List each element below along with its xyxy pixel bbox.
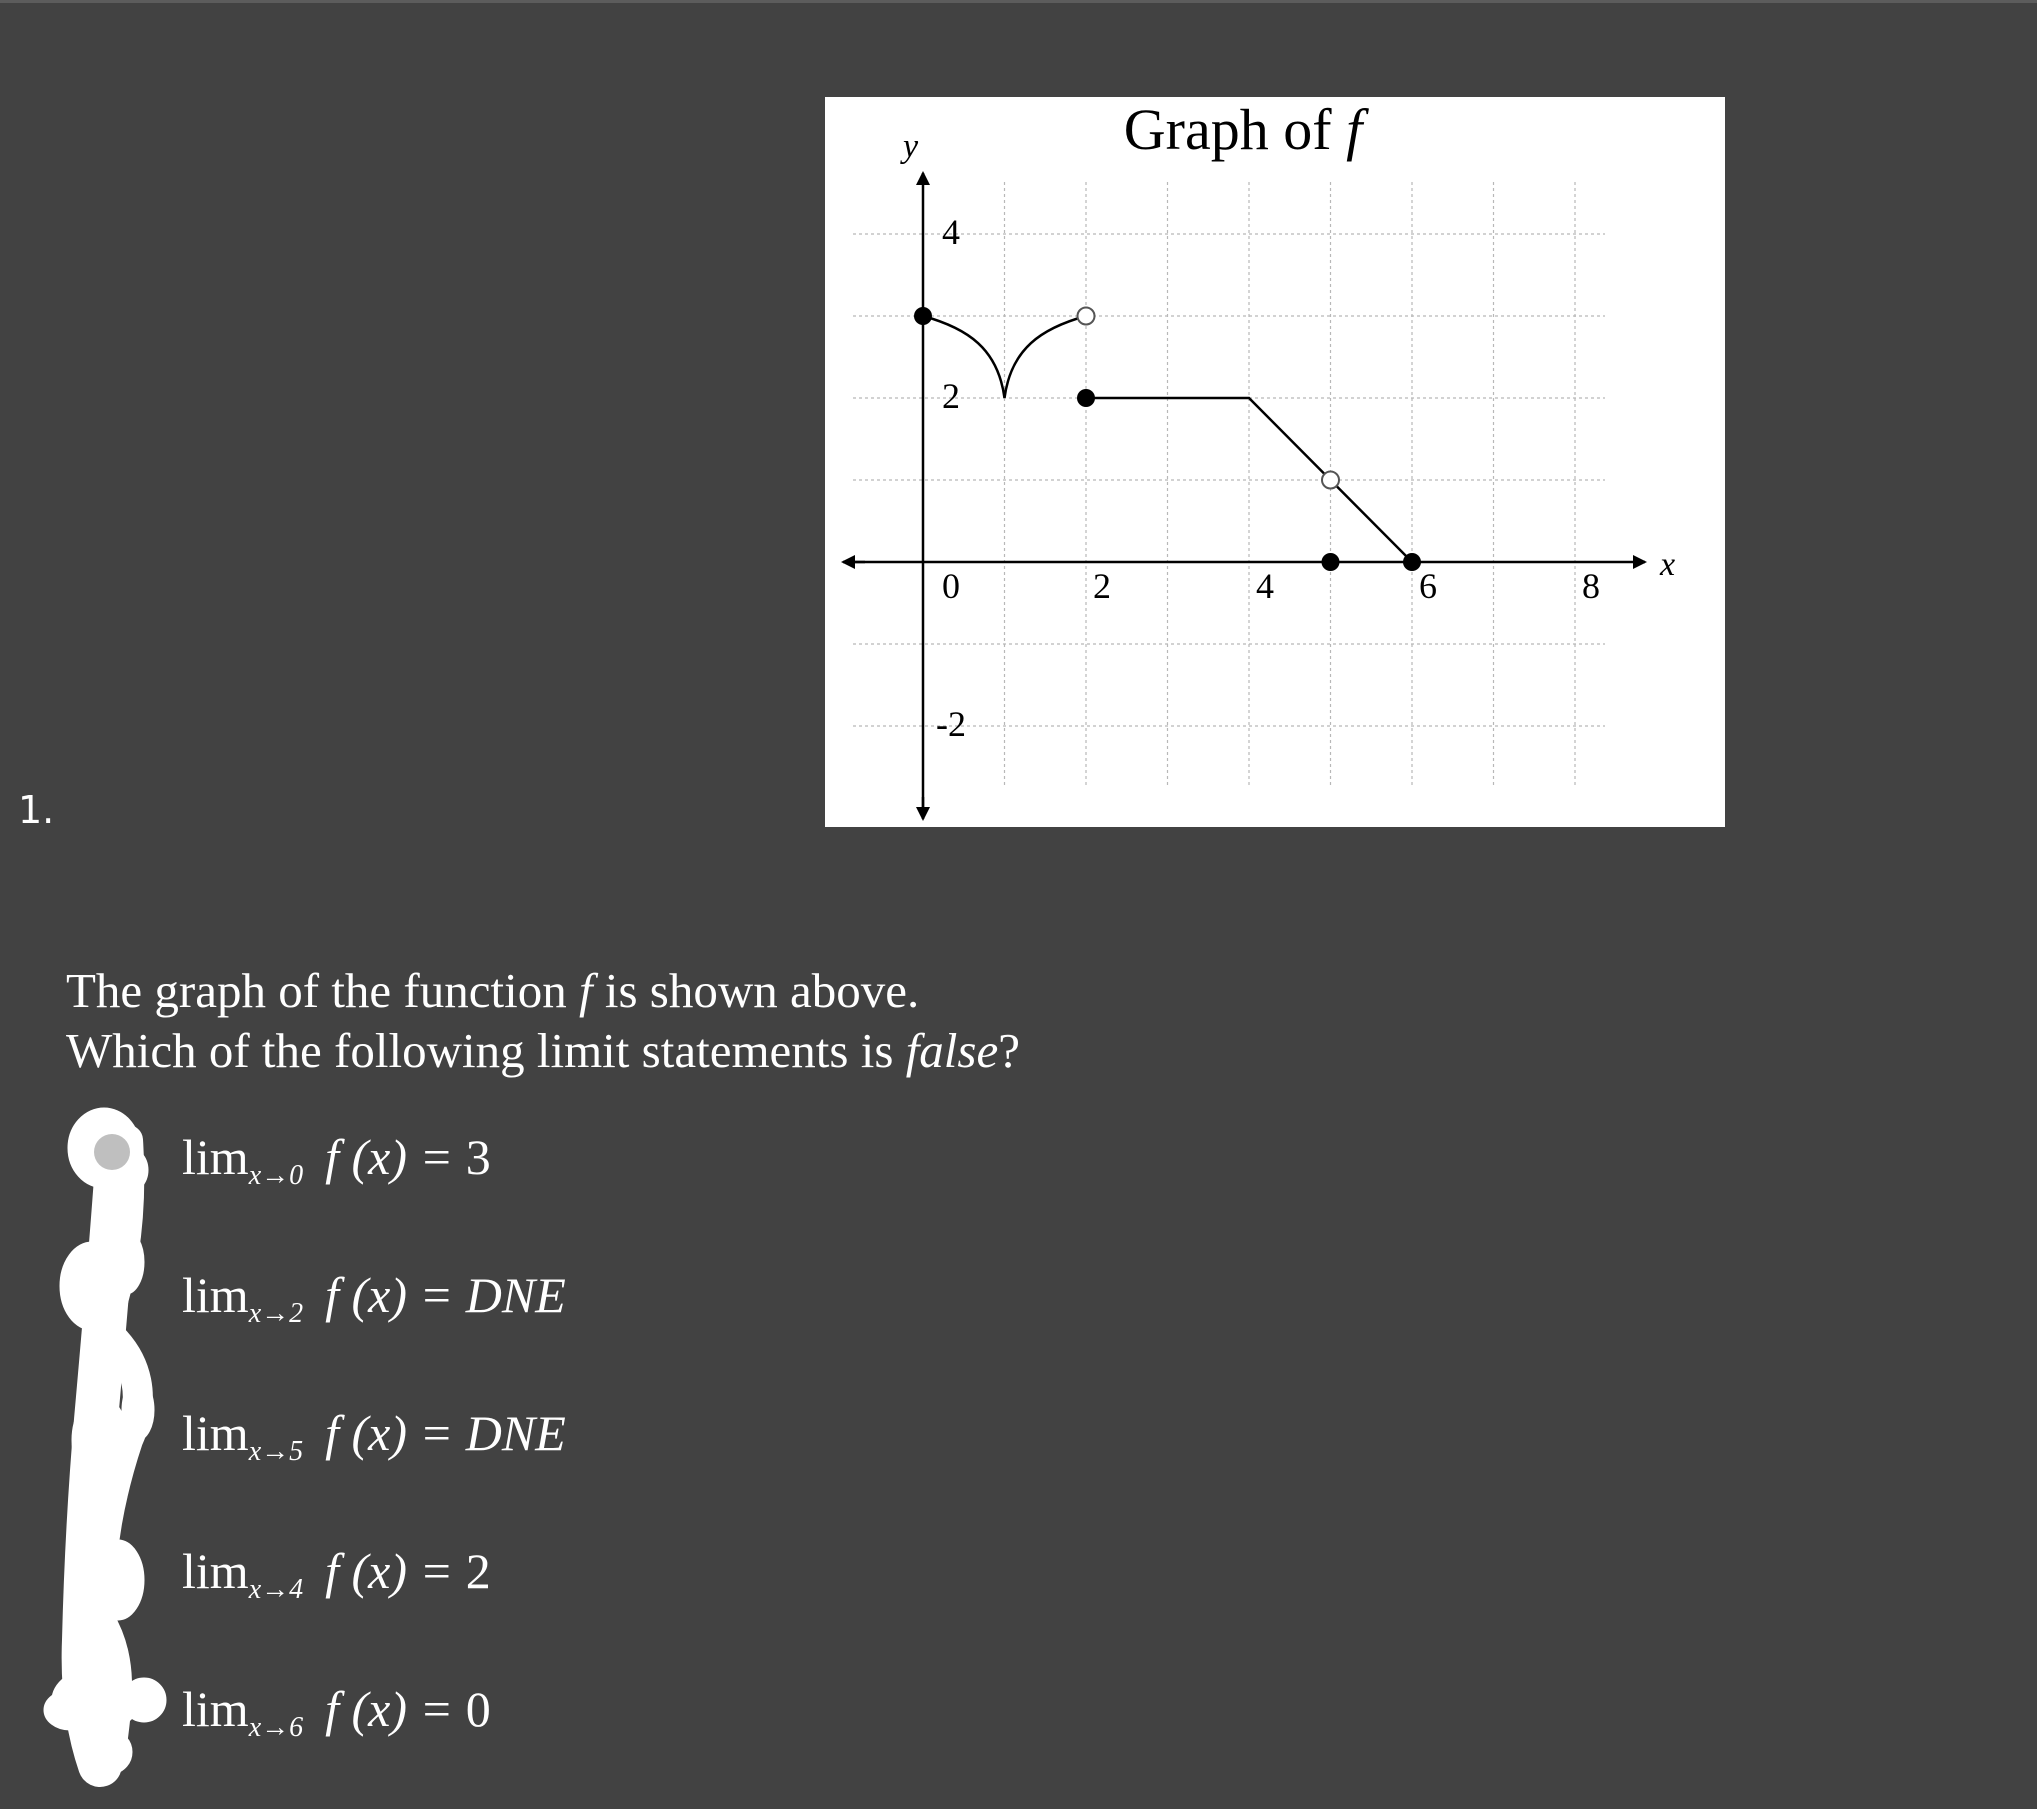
y-tick-label: -2 xyxy=(936,704,966,744)
closed-point xyxy=(1322,553,1340,571)
limit-operator: lim xyxy=(182,1267,249,1323)
limit-expression: f (x) = xyxy=(325,1267,466,1323)
top-divider xyxy=(0,0,2037,3)
limit-operator: lim xyxy=(182,1543,249,1599)
answer-choice[interactable] xyxy=(182,1128,491,1192)
grid-lines xyxy=(853,182,1605,787)
graph-of-f xyxy=(825,97,1725,827)
question-prompt xyxy=(66,961,1020,1081)
x-tick-label: 4 xyxy=(1256,566,1274,606)
limit-subscript: x→0 xyxy=(248,1160,304,1191)
question-number: 1. xyxy=(18,788,55,832)
limit-expression: f (x) = xyxy=(325,1405,466,1461)
limit-value: 0 xyxy=(465,1681,491,1737)
limit-value: 2 xyxy=(465,1543,491,1599)
y-axis-label: y xyxy=(903,128,919,165)
closed-point xyxy=(1077,389,1095,407)
prompt-line-2 xyxy=(66,1021,1020,1081)
prompt-line-1 xyxy=(66,961,1020,1021)
closed-point xyxy=(914,307,932,325)
answer-choice[interactable] xyxy=(182,1542,491,1606)
x-tick-label: 8 xyxy=(1582,566,1600,606)
limit-value: 3 xyxy=(465,1129,491,1185)
graph-title-text: Graph of xyxy=(1123,97,1347,162)
graph-title xyxy=(1124,97,1369,162)
graph-title-function: f xyxy=(1346,97,1363,162)
limit-value: DNE xyxy=(465,1405,566,1461)
limit-value: DNE xyxy=(465,1267,566,1323)
prompt-emphasis-false: false xyxy=(905,1023,999,1078)
limit-subscript: x→5 xyxy=(248,1436,304,1467)
limit-operator: lim xyxy=(182,1405,249,1461)
limit-expression: f (x) = xyxy=(325,1129,466,1185)
prompt-line-1-suffix: is shown above. xyxy=(592,963,920,1018)
open-point xyxy=(1078,308,1095,325)
white-scribble-overlay xyxy=(0,0,200,1809)
limit-operator: lim xyxy=(182,1681,249,1737)
x-axis-label: x xyxy=(1660,546,1676,583)
x-tick-label: 2 xyxy=(1093,566,1111,606)
graph-figure xyxy=(825,97,1725,827)
x-tick-label: 0 xyxy=(942,566,960,606)
prompt-line-2-suffix: ? xyxy=(998,1023,1020,1078)
answer-choice[interactable] xyxy=(182,1266,566,1330)
prompt-line-1-prefix: The graph of the function xyxy=(66,963,579,1018)
limit-subscript: x→2 xyxy=(248,1298,304,1329)
limit-expression: f (x) = xyxy=(325,1543,466,1599)
answer-choice[interactable] xyxy=(182,1404,566,1468)
limit-expression: f (x) = xyxy=(325,1681,466,1737)
y-tick-label: 4 xyxy=(942,212,960,252)
prompt-line-2-prefix: Which of the following limit statements is xyxy=(66,1023,906,1078)
limit-subscript: x→6 xyxy=(248,1712,304,1743)
y-tick-label: 2 xyxy=(942,376,960,416)
answer-choice[interactable] xyxy=(182,1680,491,1744)
open-point xyxy=(1322,472,1339,489)
limit-subscript: x→4 xyxy=(248,1574,304,1605)
prompt-function-name: f xyxy=(578,963,593,1018)
limit-operator: lim xyxy=(182,1129,249,1185)
x-tick-label: 6 xyxy=(1419,566,1437,606)
